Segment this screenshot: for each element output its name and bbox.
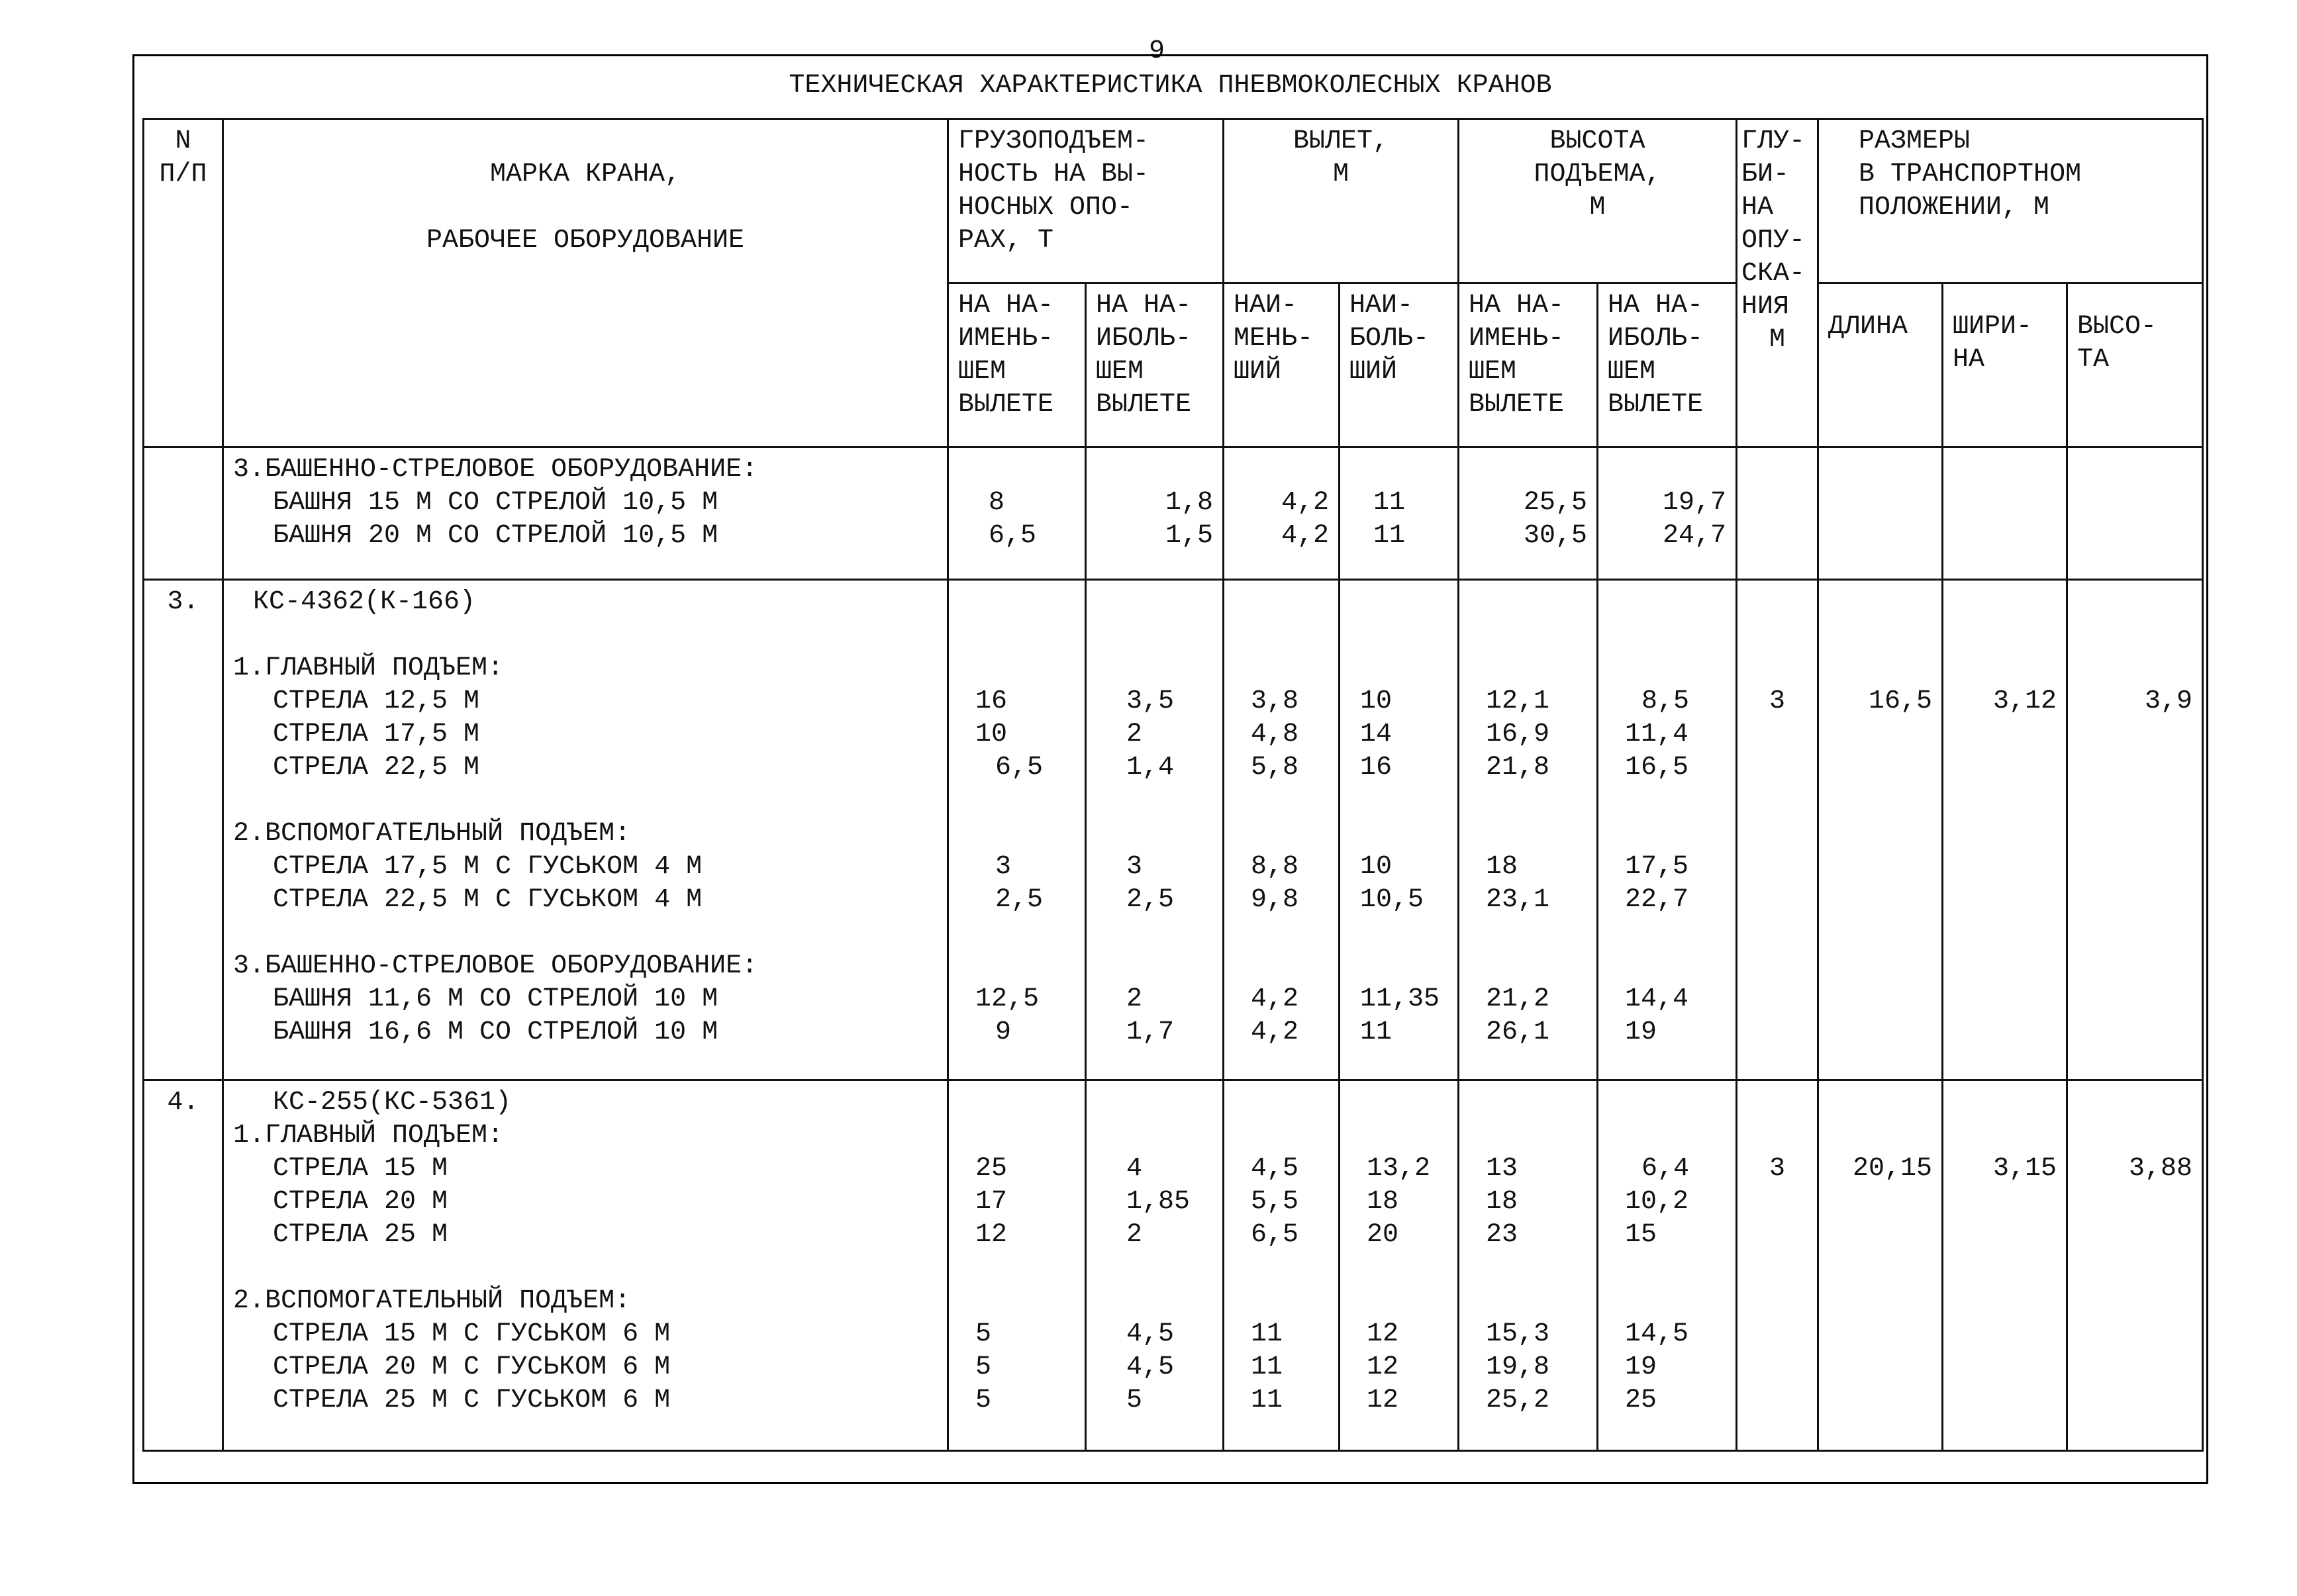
depth-cell: 3 xyxy=(1737,580,1818,1080)
h-min-cell: 25,5 30,5 xyxy=(1459,447,1598,580)
h-min-cell: 12,1 16,9 21,8 18 23,1 21,2 26,1 xyxy=(1459,580,1598,1080)
cap-max-cell: 3,5 2 1,4 3 2,5 2 1,7 xyxy=(1086,580,1224,1080)
header-width: ШИРИ- НА xyxy=(1943,283,2067,447)
length-cell: 20,15 xyxy=(1818,1080,1943,1451)
header-cap-min: НА НА- ИМЕНЬ- ШЕМ ВЫЛЕТЕ xyxy=(948,283,1086,447)
table-row xyxy=(144,580,2203,1080)
row-num: 4. xyxy=(144,1080,223,1451)
equipment-cell: КС-4362(К-166) 1.ГЛАВНЫЙ ПОДЪЕМ: СТРЕЛА 12,5 М СТРЕЛА 17,5 М СТРЕЛА 22,5 М 2.ВСПОМОГАТЕЛЬНЫЙ ПОДЪЕМ: СТРЕЛА 17,5 М С ГУСЬКОМ 4 М СТРЕЛА 22,5 М С ГУСЬКОМ 4 М 3.БАШЕННО-СТРЕЛОВОЕ ОБОРУДОВАНИЕ: БАШНЯ 11,6 М СО СТРЕЛОЙ 10 М БАШНЯ 16,6 М СО СТРЕЛОЙ 10 М xyxy=(223,580,948,1080)
dheight-cell: 3,9 xyxy=(2067,580,2203,1080)
length-cell: 16,5 xyxy=(1818,580,1943,1080)
row-num xyxy=(144,447,223,580)
cap-min-cell: 25 17 12 5 5 5 xyxy=(948,1080,1086,1451)
dheight-cell xyxy=(2067,447,2203,580)
width-cell: 3,12 xyxy=(1943,580,2067,1080)
header-cap-max: НА НА- ИБОЛЬ- ШЕМ ВЫЛЕТЕ xyxy=(1086,283,1224,447)
reach-min-cell: 3,8 4,8 5,8 8,8 9,8 4,2 4,2 xyxy=(1224,580,1340,1080)
header-dheight: ВЫСО- ТА xyxy=(2067,283,2203,447)
cap-min-cell: 8 6,5 xyxy=(948,447,1086,580)
header-reach-min: НАИ- МЕНЬ- ШИЙ xyxy=(1224,283,1340,447)
h-max-cell: 6,4 10,2 15 14,5 19 25 xyxy=(1598,1080,1737,1451)
table-row xyxy=(144,447,2203,580)
h-max-cell: 8,5 11,4 16,5 17,5 22,7 14,4 19 xyxy=(1598,580,1737,1080)
header-height: ВЫСОТА ПОДЪЕМА, М xyxy=(1459,119,1737,283)
depth-cell: 3 xyxy=(1737,1080,1818,1451)
equipment-cell: 3.БАШЕННО-СТРЕЛОВОЕ ОБОРУДОВАНИЕ: БАШНЯ 15 М СО СТРЕЛОЙ 10,5 М БАШНЯ 20 М СО СТРЕЛОЙ 10,5 М xyxy=(223,447,948,580)
table-title: ТЕХНИЧЕСКАЯ ХАРАКТЕРИСТИКА ПНЕВМОКОЛЕСНЫХ КРАНОВ xyxy=(789,71,1552,101)
header-num: N П/П xyxy=(144,119,223,447)
reach-min-cell: 4,2 4,2 xyxy=(1224,447,1340,580)
header-length: ДЛИНА xyxy=(1818,283,1943,447)
equipment-cell: КС-255(КС-5361) 1.ГЛАВНЫЙ ПОДЪЕМ: СТРЕЛА 15 М СТРЕЛА 20 М СТРЕЛА 25 М 2.ВСПОМОГАТЕЛЬНЫЙ ПОДЪЕМ: СТРЕЛА 15 М С ГУСЬКОМ 6 М СТРЕЛА 20 М С ГУСЬКОМ 6 М СТРЕЛА 25 М С ГУСЬКОМ 6 М xyxy=(223,1080,948,1451)
header-h-max: НА НА- ИБОЛЬ- ШЕМ ВЫЛЕТЕ xyxy=(1598,283,1737,447)
reach-max-cell: 13,2 18 20 12 12 12 xyxy=(1340,1080,1459,1451)
cap-max-cell: 1,8 1,5 xyxy=(1086,447,1224,580)
row-num: 3. xyxy=(144,580,223,1080)
reach-max-cell: 10 14 16 10 10,5 11,35 11 xyxy=(1340,580,1459,1080)
cap-min-cell: 16 10 6,5 3 2,5 12,5 9 xyxy=(948,580,1086,1080)
depth-cell xyxy=(1737,447,1818,580)
cap-max-cell: 4 1,85 2 4,5 4,5 5 xyxy=(1086,1080,1224,1451)
header-brand: МАРКА КРАНА, РАБОЧЕЕ ОБОРУДОВАНИЕ xyxy=(223,119,948,447)
header-dims: РАЗМЕРЫ В ТРАНСПОРТНОМ ПОЛОЖЕНИИ, М xyxy=(1818,119,2203,283)
h-max-cell: 19,7 24,7 xyxy=(1598,447,1737,580)
reach-min-cell: 4,5 5,5 6,5 11 11 11 xyxy=(1224,1080,1340,1451)
header-reach: ВЫЛЕТ, М xyxy=(1224,119,1459,283)
width-cell: 3,15 xyxy=(1943,1080,2067,1451)
width-cell xyxy=(1943,447,2067,580)
header-row-1 xyxy=(144,119,2203,283)
page-number: 9 xyxy=(1149,36,1165,66)
crane-spec-table xyxy=(142,118,2204,1452)
dheight-cell: 3,88 xyxy=(2067,1080,2203,1451)
reach-max-cell: 11 11 xyxy=(1340,447,1459,580)
header-capacity: ГРУЗОПОДЪЕМ- НОСТЬ НА ВЫ- НОСНЫХ ОПО- РАХ, Т xyxy=(948,119,1224,283)
table-row xyxy=(144,1080,2203,1451)
header-depth: ГЛУ- БИ- НА ОПУ- СКА- НИЯ М xyxy=(1737,119,1818,447)
header-reach-max: НАИ- БОЛЬ- ШИЙ xyxy=(1340,283,1459,447)
header-h-min: НА НА- ИМЕНЬ- ШЕМ ВЫЛЕТЕ xyxy=(1459,283,1598,447)
h-min-cell: 13 18 23 15,3 19,8 25,2 xyxy=(1459,1080,1598,1451)
length-cell xyxy=(1818,447,1943,580)
